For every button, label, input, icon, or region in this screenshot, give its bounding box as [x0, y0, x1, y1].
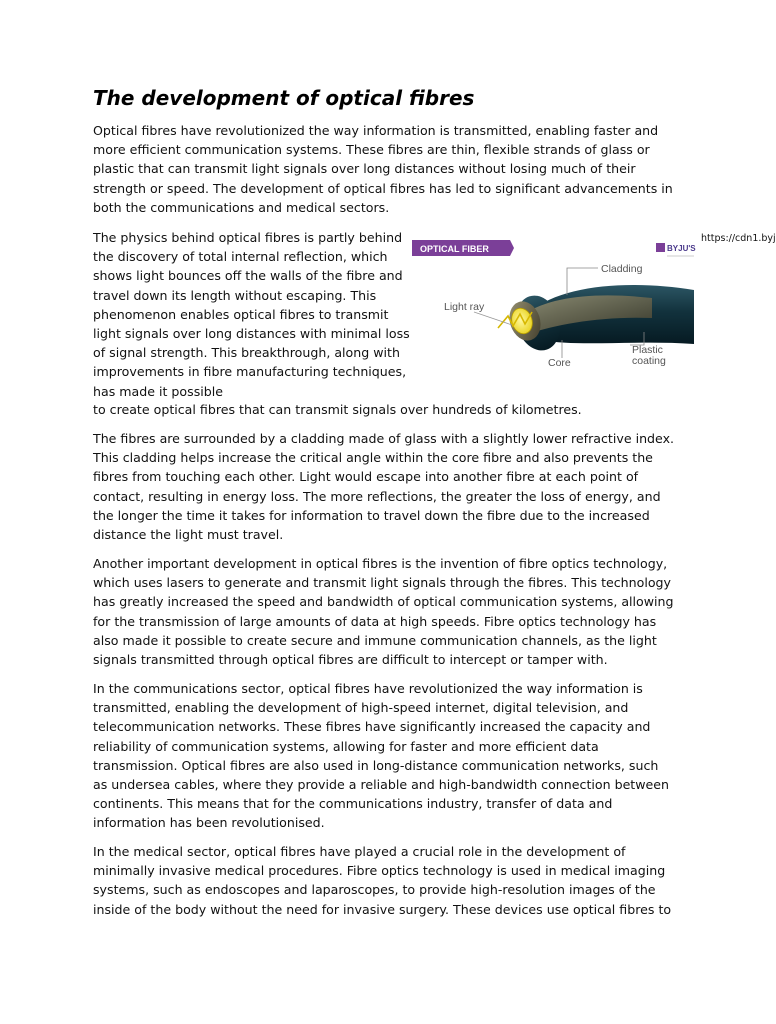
paragraph-intro: Optical fibres have revolutionized the way information is transmitted, enabling faster and more efficient communication systems. These fibres are thin, flexible strands of glass or plastic that can transmit light signals over long distances without losing much of their strength or speed. The development of optical fibres has led to significant advancements in both the communications and medical sectors. — [93, 123, 673, 215]
document-title: The development of optical fibres — [93, 86, 475, 110]
optical-fiber-diagram — [412, 232, 694, 388]
paragraph-physics-continued: to create optical fibres that can transmit signals over hundreds of kilometres. — [93, 402, 582, 417]
label-light-ray: Light ray — [444, 301, 485, 313]
label-core: Core — [548, 357, 571, 369]
paragraph-communications: In the communications sector, optical fibres have revolutionized the way information is transmitted, enabling the development of high-speed internet, digital television, and telecommunication networks. These fibres have significantly increased the capacity and reliability of communication systems, allowing for faster and more efficient data transmission. Optical fibres are also used in long-distance communication networks, such as undersea cables, where they provide a reliable and high-bandwidth connection between continents. This means that for the communications industry, transfer of data and information has been revolutionised. — [93, 681, 670, 831]
svg-text:BYJU'S: BYJU'S — [667, 244, 696, 253]
paragraph-physics: The physics behind optical fibres is partly behind the discovery of total internal reflection, which shows light bounces off the walls of the fibre and travel down its length without escaping. This phenomenon enables optical fibres to transmit light signals over long distances with minimal loss of signal strength. This breakthrough, along with improvements in fibre manufacturing techniques, has made it possible — [93, 230, 410, 399]
image-url-text[interactable]: https://cdn1.byj — [701, 233, 776, 244]
optical-fiber-figure — [412, 232, 694, 388]
label-cladding: Cladding — [601, 263, 643, 275]
paragraph-cladding: The fibres are surrounded by a cladding made of glass with a slightly lower refractive index. This cladding helps increase the critical angle within the core fibre and also prevents the fibres from touching each other. Light would escape into another fibre at each point of contact, resulting in energy loss. The more reflections, the greater the loss of energy, and the longer the time it takes for information to travel down the fibre due to the increased distance the light must travel. — [93, 431, 675, 543]
brand-logo — [656, 243, 696, 256]
paragraph-medical: In the medical sector, optical fibres have played a crucial role in the development of minimally invasive medical procedures. Fibre optics technology is used in medical imaging systems, such as endoscopes and laparoscopes, to provide high-resolution images of the inside of the body without the need for invasive surgery. These devices use optical fibres to — [93, 844, 672, 917]
paragraph-fibre-optics-technology: Another important development in optical fibres is the invention of fibre optics technology, which uses lasers to generate and transmit light signals through the fibres. This technology has greatly increased the speed and bandwidth of optical communication systems, allowing for the transmission of large amounts of data at high speeds. Fibre optics technology has also made it possible to create secure and immune communication channels, as the light signals transmitted through optical fibres are difficult to intercept or tamper with. — [93, 556, 674, 668]
figure-banner — [412, 240, 514, 256]
figure-banner-text: OPTICAL FIBER — [420, 244, 489, 254]
label-coating: coating — [632, 355, 666, 367]
label-plastic: Plastic — [632, 344, 663, 356]
